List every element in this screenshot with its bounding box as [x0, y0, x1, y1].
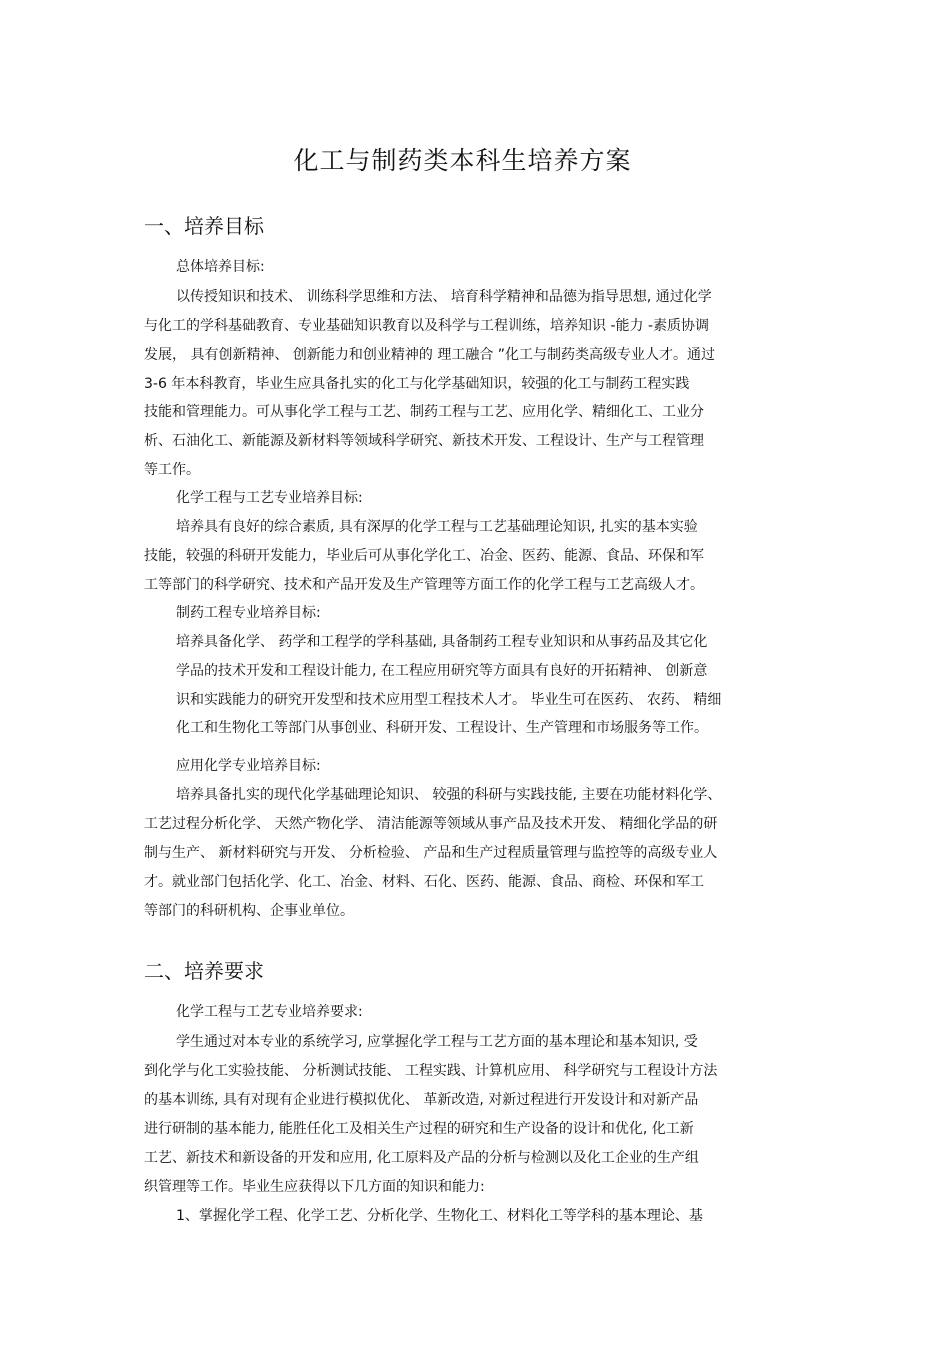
paragraph-line: 总体培养目标: [176, 259, 265, 275]
paragraph-line: 进行研制的基本能力, 能胜任化工及相关生产过程的研究和生产设备的设计和优化, 化工新 [144, 1121, 694, 1137]
paragraph-line: 与化工的学科基础教育、专业基础知识教育以及科学与工程训练，培养知识 -能力 -素质协调 [144, 318, 710, 334]
paragraph-line: 化学工程与工艺专业培养目标: [176, 490, 363, 506]
paragraph-line: 到化学与化工实验技能、 分析测试技能、 工程实践、计算机应用、 科学研究与工程设计方法 [144, 1063, 718, 1079]
paragraph-line: 化工和生物化工等部门从事创业、科研开发、工程设计、生产管理和市场服务等工作。 [176, 720, 708, 736]
paragraph-line: 识和实践能力的研究开发型和技术应用型工程技术人才。 毕业生可在医药、 农药、 精细 [176, 692, 722, 708]
paragraph-line: 应用化学专业培养目标: [176, 758, 321, 774]
paragraph-line: 等工作。 [144, 462, 200, 478]
paragraph-line: 培养具备化学、 药学和工程学的学科基础, 具备制药工程专业知识和从事药品及其它化 [176, 634, 708, 650]
paragraph-line: 工等部门的科学研究、技术和产品开发及生产管理等方面工作的化学工程与工艺高级人才。 [144, 577, 704, 593]
paragraph-line: 技能和管理能力。可从事化学工程与工艺、制药工程与工艺、应用化学、精细化工、工业分 [144, 404, 704, 420]
paragraph-line: 学生通过对本专业的系统学习, 应掌握化学工程与工艺方面的基本理论和基本知识, 受 [176, 1034, 698, 1050]
paragraph-line: 制药工程专业培养目标: [176, 605, 321, 621]
paragraph-line: 的基本训练, 具有对现有企业进行模拟优化、 革新改造, 对新过程进行开发设计和对新产品 [144, 1092, 699, 1108]
paragraph-line: 培养具有良好的综合素质, 具有深厚的化学工程与工艺基础理论知识, 扎实的基本实验 [176, 519, 698, 535]
paragraph-line: 以传授知识和技术、 训练科学思维和方法、 培育科学精神和品德为指导思想, 通过化学 [176, 289, 712, 305]
section-heading-training-requirements: 二、培养要求 [144, 959, 264, 983]
paragraph-line: 发展， 具有创新精神、 创新能力和创业精神的 理工融合 ”化工与制药类高级专业人才。通过 [144, 347, 716, 363]
paragraph-line: 工艺、新技术和新设备的开发和应用, 化工原料及产品的分析与检测以及化工企业的生产组 [144, 1150, 699, 1166]
paragraph-line: 才。就业部门包括化学、化工、冶金、材料、石化、医药、能源、食品、商检、环保和军工 [144, 874, 704, 890]
paragraph-line: 培养具备扎实的现代化学基础理论知识、 较强的科研与实践技能, 主要在功能材料化学、 [176, 787, 722, 803]
paragraph-line: 1、掌握化学工程、化学工艺、分析化学、生物化工、材料化工等学科的基本理论、基 [176, 1208, 703, 1224]
paragraph-line: 化学工程与工艺专业培养要求: [176, 1004, 363, 1020]
paragraph-line: 技能，较强的科研开发能力，毕业后可从事化学化工、冶金、医药、能源、食品、环保和军 [144, 548, 704, 564]
paragraph-line: 织管理等工作。毕业生应获得以下几方面的知识和能力: [144, 1179, 485, 1195]
paragraph-line: 等部门的科研机构、企事业单位。 [144, 903, 354, 919]
document-title: 化工与制药类本科生培养方案 [293, 146, 632, 175]
paragraph-line: 学品的技术开发和工程设计能力, 在工程应用研究等方面具有良好的开拓精神、 创新意 [176, 663, 708, 679]
paragraph-line: 3-6 年本科教育，毕业生应具备扎实的化工与化学基础知识，较强的化工与制药工程实践 [144, 376, 690, 392]
paragraph-line: 工艺过程分析化学、 天然产物化学、 清洁能源等领域从事产品及技术开发、 精细化学品的研 [144, 816, 718, 832]
paragraph-line: 制与生产、 新材料研究与开发、 分析检验、 产品和生产过程质量管理与监控等的高级专业人 [144, 845, 718, 861]
paragraph-line: 析、石油化工、新能源及新材料等领域科学研究、新技术开发、工程设计、生产与工程管理 [144, 433, 704, 449]
section-heading-training-objectives: 一、培养目标 [144, 214, 264, 238]
